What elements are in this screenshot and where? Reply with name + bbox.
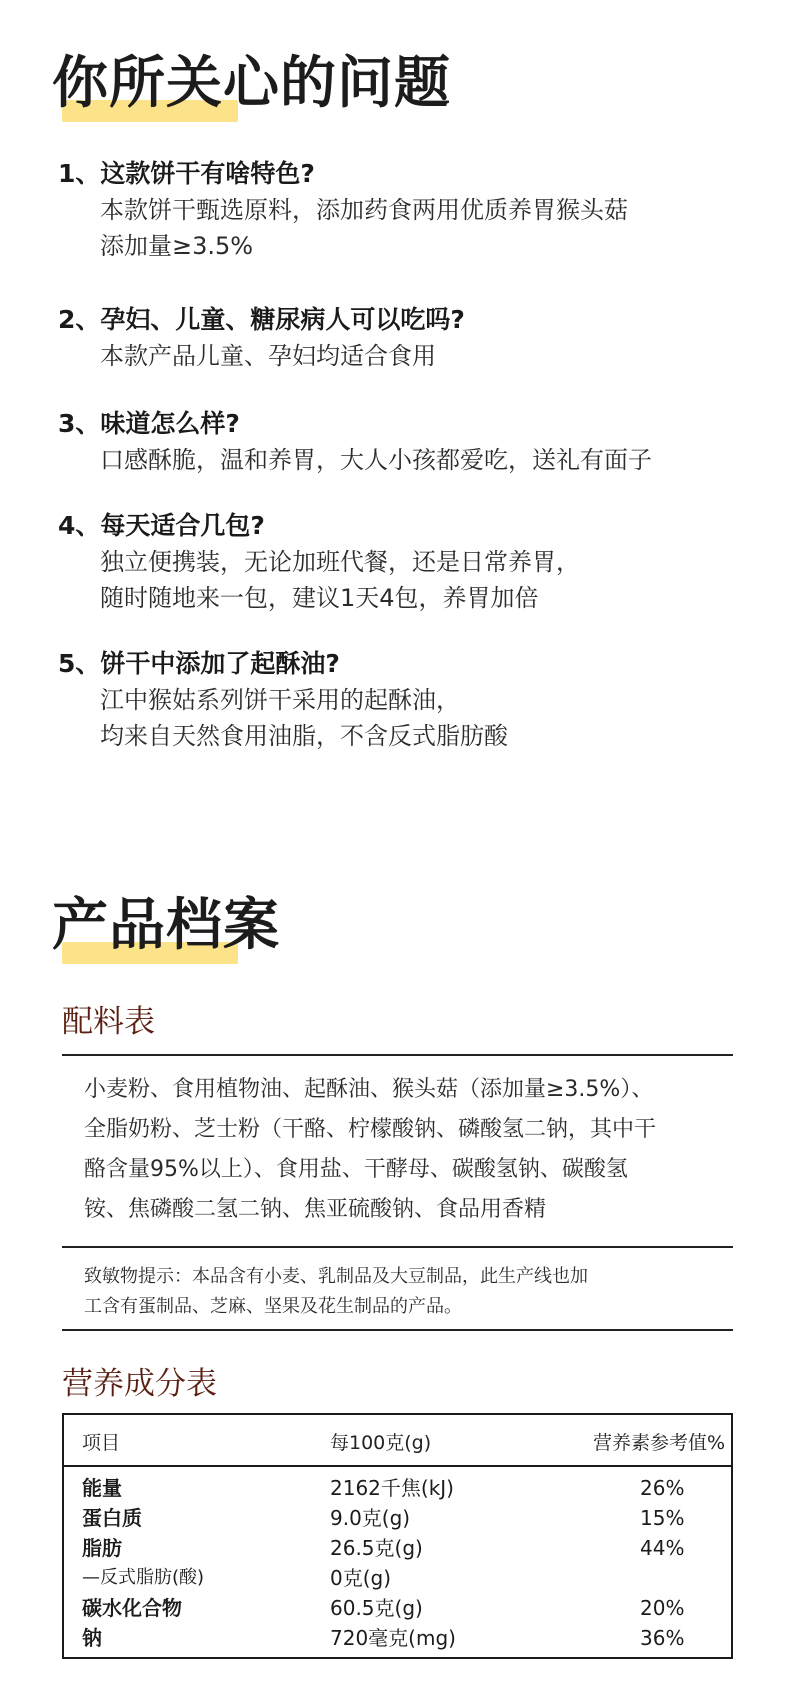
row-per100: 720毫克(mg) [330,1626,456,1650]
faq-question: 3、味道怎么样? [58,409,240,438]
faq-answer-line: 本款饼干甄选原料，添加药食两用优质养胃猴头菇 [100,196,628,224]
divider [62,1246,733,1248]
ingredients-line: 全脂奶粉、芝士粉（干酪、柠檬酸钠、磷酸氢二钠，其中干 [84,1117,657,1142]
row-item: 脂肪 [82,1536,122,1560]
divider [62,1329,733,1331]
ingredients-list [84,1070,724,1230]
row-item: 钠 [82,1626,102,1650]
row-nrv: 15% [640,1506,685,1530]
row-item: —反式脂肪(酸) [82,1567,205,1588]
ingredients-title: 配料表 [62,1004,155,1040]
nutrition-header [64,1415,731,1467]
header-per100: 每100克(g) [330,1432,432,1454]
row-nrv: 44% [640,1536,685,1560]
faq-item-2 [58,302,758,374]
row-per100: 60.5克(g) [330,1596,423,1620]
faq-answer-line: 口感酥脆，温和养胃，大人小孩都爱吃，送礼有面子 [100,446,652,474]
allergen-line: 工含有蛋制品、芝麻、坚果及花生制品的产品。 [84,1296,462,1317]
table-row [64,1533,731,1563]
row-item: 蛋白质 [82,1506,142,1530]
row-nrv: 20% [640,1596,685,1620]
faq-answer-line: 随时随地来一包，建议1天4包，养胃加倍 [100,584,539,612]
table-row [64,1623,731,1653]
row-item: 碳水化合物 [82,1596,182,1620]
faq-question: 1、这款饼干有啥特色? [58,159,315,188]
faq-question: 5、饼干中添加了起酥油? [58,649,340,678]
nutrition-table [62,1413,733,1659]
divider [62,1054,733,1056]
faq-section-title: 你所关心的问题 [52,51,451,116]
faq-answer-line: 添加量≥3.5% [100,232,254,260]
profile-section-title: 产品档案 [52,893,280,958]
faq-item-4 [58,508,758,616]
nutrition-title: 营养成分表 [62,1366,217,1402]
row-nrv: 36% [640,1626,685,1650]
row-per100: 2162千焦(kJ) [330,1476,454,1500]
faq-answer-line: 本款产品儿童、孕妇均适合食用 [100,342,436,370]
row-per100: 26.5克(g) [330,1536,423,1560]
ingredients-line: 酪含量95%以上）、食用盐、干酵母、碳酸氢钠、碳酸氢 [84,1157,628,1182]
row-nrv: 26% [640,1476,685,1500]
row-per100: 0克(g) [330,1566,392,1590]
table-row [64,1593,731,1623]
faq-item-1 [58,156,758,264]
header-nrv: 营养素参考值% [593,1432,726,1454]
table-row [64,1503,731,1533]
faq-answer-line: 均来自天然食用油脂，不含反式脂肪酸 [100,722,508,750]
allergen-notice [84,1262,724,1322]
row-per100: 9.0克(g) [330,1506,411,1530]
faq-item-5 [58,646,758,754]
row-item: 能量 [82,1476,122,1500]
table-row [64,1473,731,1503]
ingredients-line: 铵、焦磷酸二氢二钠、焦亚硫酸钠、食品用香精 [84,1197,547,1222]
faq-item-3 [58,406,758,478]
allergen-line: 致敏物提示：本品含有小麦、乳制品及大豆制品，此生产线也加 [84,1266,588,1287]
table-row [64,1563,731,1593]
faq-question: 4、每天适合几包? [58,511,265,540]
faq-answer-line: 独立便携装，无论加班代餐，还是日常养胃， [100,548,580,576]
header-item: 项目 [82,1432,121,1454]
faq-answer-line: 江中猴姑系列饼干采用的起酥油， [100,686,460,714]
faq-question: 2、孕妇、儿童、糖尿病人可以吃吗? [58,305,465,334]
ingredients-line: 小麦粉、食用植物油、起酥油、猴头菇（添加量≥3.5%）、 [84,1077,654,1102]
